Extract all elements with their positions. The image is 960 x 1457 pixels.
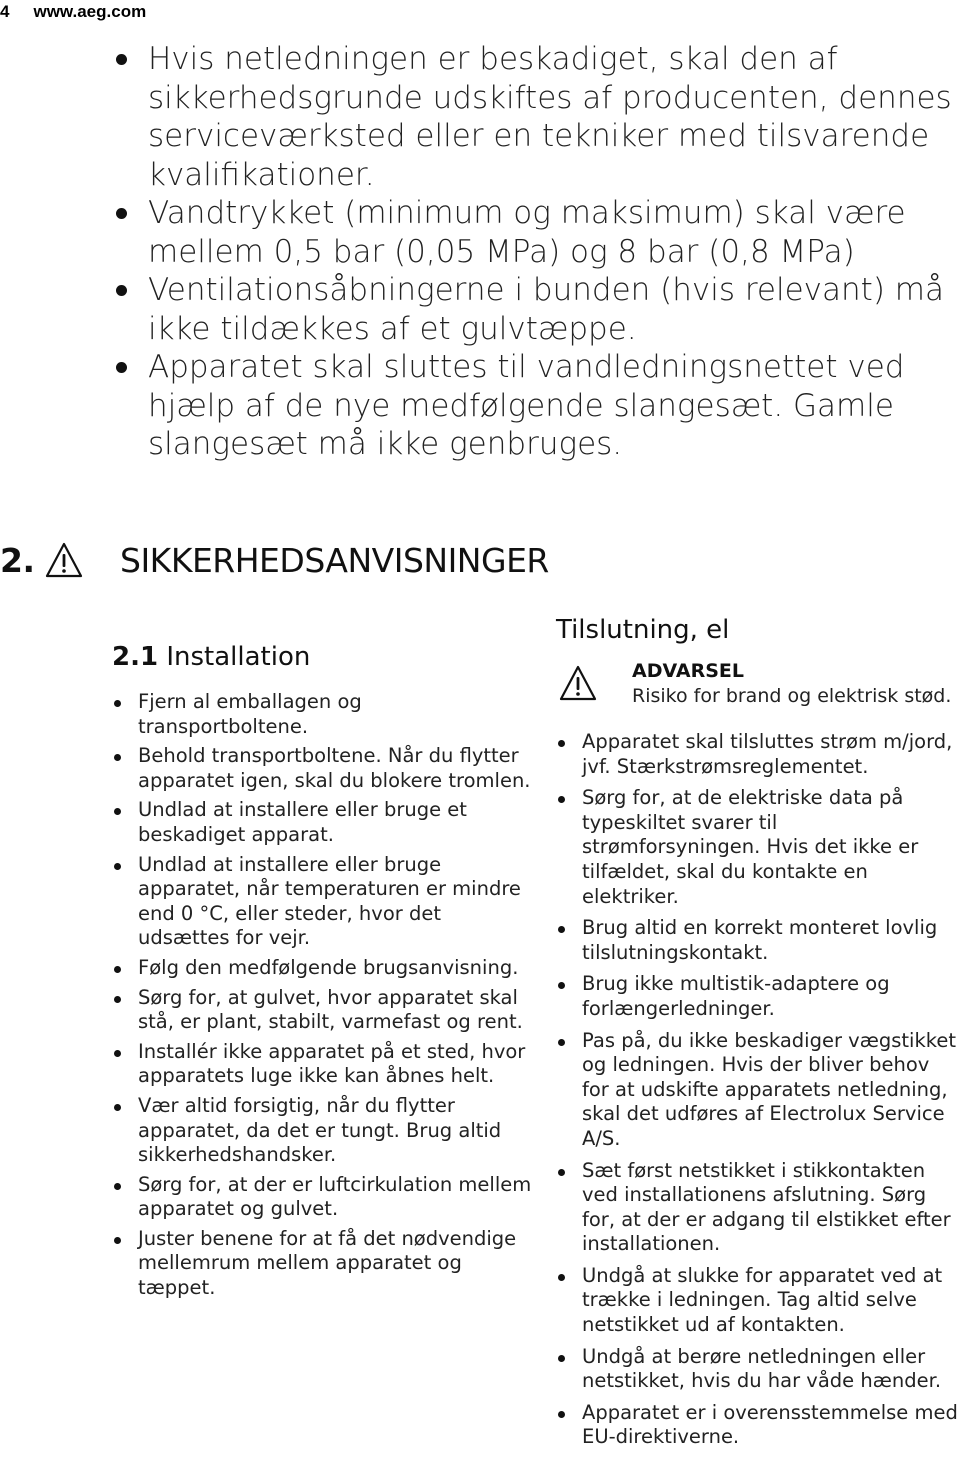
warning-label: ADVARSEL (632, 660, 744, 682)
list-item: Vandtrykket (minimum og maksimum) skal være mellem 0,5 bar (0,05 MPa) og 8 bar (0,8 MPa) (112, 194, 952, 271)
page-header (0, 0, 146, 24)
list-item: Sørg for, at gulvet, hvor apparatet skal stå, er plant, stabilt, varmefast og rent. (112, 986, 532, 1035)
warning-text: Risiko for brand og elektrisk stød. (632, 685, 952, 707)
list-item: Apparatet er i overensstemmelse med EU-direktiverne. (556, 1401, 960, 1450)
list-item: Undgå at slukke for apparatet ved at trække i ledningen. Tag altid selve netstikket ud af kontakten. (556, 1264, 960, 1338)
list-item: Brug ikke multistik-adaptere og forlængerledninger. (556, 972, 960, 1021)
website-url[interactable]: www.aeg.com (33, 2, 147, 21)
list-item: Apparatet skal tilsluttes strøm m/jord, jvf. Stærkstrømsreglementet. (556, 730, 960, 779)
list-item: Apparatet skal sluttes til vandledningsnettet ved hjælp af de nye medfølgende slangesæt. Gamle slangesæt må ikke genbruges. (112, 348, 952, 464)
subsection-label: Installation (166, 642, 311, 672)
warning-triangle-icon (44, 541, 84, 579)
list-item: Følg den medfølgende brugsanvisning. (112, 956, 532, 981)
electrical-list (556, 730, 960, 1450)
electrical-title: Tilslutning, el (556, 615, 730, 645)
list-item: Sørg for, at der er luftcirkulation mellem apparatet og gulvet. (112, 1173, 532, 1222)
list-item: Installér ikke apparatet på et sted, hvor apparatets luge ikke kan åbnes helt. (112, 1040, 532, 1089)
list-item: Undlad at installere eller bruge apparatet, når temperaturen er mindre end 0 °C, eller steder, hvor det udsættes for vejr. (112, 853, 532, 951)
list-item: Fjern al emballagen og transportboltene. (112, 690, 532, 739)
list-item: Pas på, du ikke beskadiger vægstikket og ledningen. Hvis der bliver behov for at udskifte apparatets netledning, skal det udføres af Electrolux Service A/S. (556, 1029, 960, 1152)
intro-bullet-list (112, 40, 952, 464)
list-item: Brug altid en korrekt monteret lovlig tilslutningskontakt. (556, 916, 960, 965)
list-item: Undlad at installere eller bruge et beskadiget apparat. (112, 798, 532, 847)
list-item: Undgå at berøre netledningen eller netstikket, hvis du har våde hænder. (556, 1345, 960, 1394)
installation-column (112, 640, 532, 1306)
electrical-column (556, 612, 960, 1457)
page-number: 4 (0, 2, 10, 21)
list-item: Ventilationsåbningerne i bunden (hvis relevant) må ikke tildækkes af et gulvtæppe. (112, 271, 952, 348)
warning-box (556, 658, 960, 708)
list-item: Sørg for, at de elektriske data på typeskiltet svarer til strømforsyningen. Hvis det ikke er tilfældet, skal du kontakte en elektriker. (556, 786, 960, 909)
section-number: 2. (0, 540, 35, 580)
subsection-number: 2.1 (112, 642, 159, 672)
section-title: SIKKERHEDSANVISNINGER (120, 540, 549, 580)
installation-list (112, 690, 532, 1301)
subsection-title (112, 640, 532, 674)
warning-content (632, 658, 951, 708)
warning-triangle-icon (558, 664, 598, 702)
section-heading (0, 535, 549, 585)
list-item: Vær altid forsigtig, når du flytter apparatet, da det er tungt. Brug altid sikkerhedshandsker. (112, 1094, 532, 1168)
list-item: Behold transportboltene. Når du flytter apparatet igen, skal du blokere tromlen. (112, 744, 532, 793)
list-item: Juster benene for at få det nødvendige mellemrum mellem apparatet og tæppet. (112, 1227, 532, 1301)
list-item: Hvis netledningen er beskadiget, skal den af sikkerhedsgrunde udskiftes af producenten, dennes serviceværksted eller en tekniker med tilsvarende kvalifikationer. (112, 40, 952, 194)
list-item: Sæt først netstikket i stikkontakten ved installationens afslutning. Sørg for, at der er adgang til elstikket efter installationen. (556, 1159, 960, 1257)
